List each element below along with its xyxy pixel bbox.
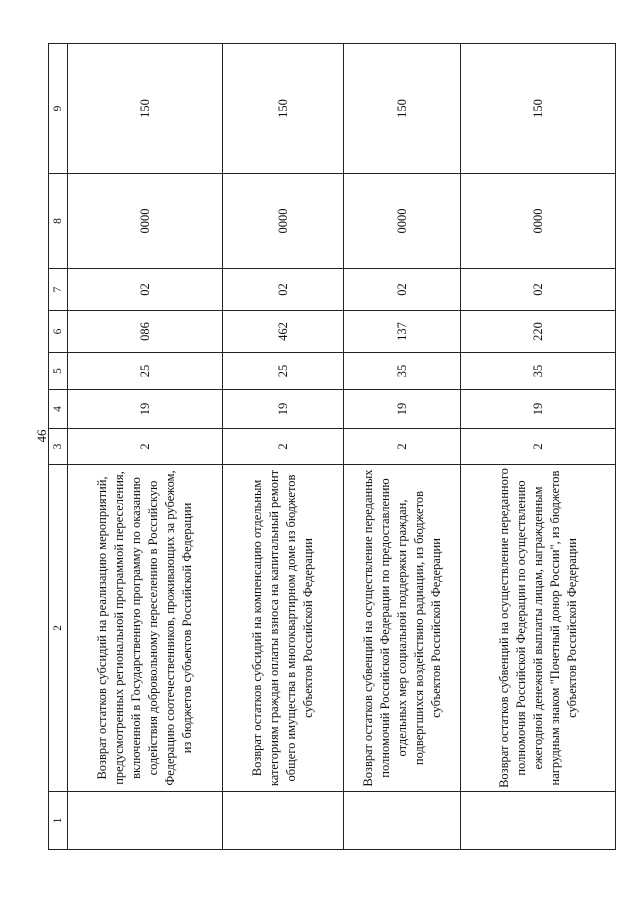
cell-description: Возврат остатков субвенций на осуществление переданных полномочий Российской Федерации по предоставлению отдельных мер социальной поддержки граждан, подвергшихся воздействию радиации, из бюджетов субъектов Российской Федерации — [344, 465, 461, 792]
cell-code: 086 — [68, 311, 223, 353]
cell-code: 19 — [223, 390, 344, 429]
cell-code: 02 — [461, 269, 616, 311]
column-header: 3 — [49, 429, 68, 465]
table-row — [223, 44, 344, 850]
cell-code: 462 — [223, 311, 344, 353]
cell-code: 19 — [68, 390, 223, 429]
budget-codes-table — [48, 43, 616, 850]
table-header-row — [49, 44, 68, 850]
cell-code: 2 — [68, 429, 223, 465]
cell-index — [68, 792, 223, 850]
cell-index — [344, 792, 461, 850]
cell-code: 25 — [68, 353, 223, 390]
cell-code: 0000 — [344, 174, 461, 269]
cell-index — [223, 792, 344, 850]
column-header: 7 — [49, 269, 68, 311]
column-header: 8 — [49, 174, 68, 269]
table-row — [68, 44, 223, 850]
cell-code: 02 — [223, 269, 344, 311]
column-header: 1 — [49, 792, 68, 850]
cell-code: 0000 — [461, 174, 616, 269]
cell-code: 19 — [461, 390, 616, 429]
cell-description: Возврат остатков субвенций на осуществление переданного полномочия Российской Федерации по осуществлению ежегодной денежной выплаты лицам, награжденным нагрудным знаком "Почетный донор России", из бюджетов субъектов Российской Федерации — [461, 465, 616, 792]
page-number: 46 — [34, 429, 49, 443]
cell-code: 150 — [68, 44, 223, 174]
column-header: 9 — [49, 44, 68, 174]
cell-index — [461, 792, 616, 850]
cell-code: 137 — [344, 311, 461, 353]
cell-code: 2 — [461, 429, 616, 465]
cell-code: 150 — [344, 44, 461, 174]
cell-code: 150 — [223, 44, 344, 174]
cell-code: 0000 — [223, 174, 344, 269]
cell-code: 220 — [461, 311, 616, 353]
cell-code: 2 — [344, 429, 461, 465]
cell-code: 2 — [223, 429, 344, 465]
cell-description: Возврат остатков субсидий на реализацию мероприятий, предусмотренных региональной программой переселения, включенной в Государственную программу по оказанию содействия добровольному переселению в Российскую Федерацию соотечественников, проживающих за рубежом, из бюджетов субъектов Российской Федерации — [68, 465, 223, 792]
cell-code: 35 — [461, 353, 616, 390]
cell-code: 35 — [344, 353, 461, 390]
column-header: 4 — [49, 390, 68, 429]
cell-description: Возврат остатков субсидий на компенсацию отдельным категориям граждан оплаты взноса на капитальный ремонт общего имущества в многоквартирном доме из бюджетов субъектов Российской Федерации — [223, 465, 344, 792]
cell-code: 25 — [223, 353, 344, 390]
cell-code: 150 — [461, 44, 616, 174]
rotated-table-wrapper — [48, 44, 614, 850]
cell-code: 0000 — [68, 174, 223, 269]
cell-code: 19 — [344, 390, 461, 429]
column-header: 6 — [49, 311, 68, 353]
cell-code: 02 — [68, 269, 223, 311]
table-row — [461, 44, 616, 850]
column-header: 2 — [49, 465, 68, 792]
table-row — [344, 44, 461, 850]
column-header: 5 — [49, 353, 68, 390]
cell-code: 02 — [344, 269, 461, 311]
